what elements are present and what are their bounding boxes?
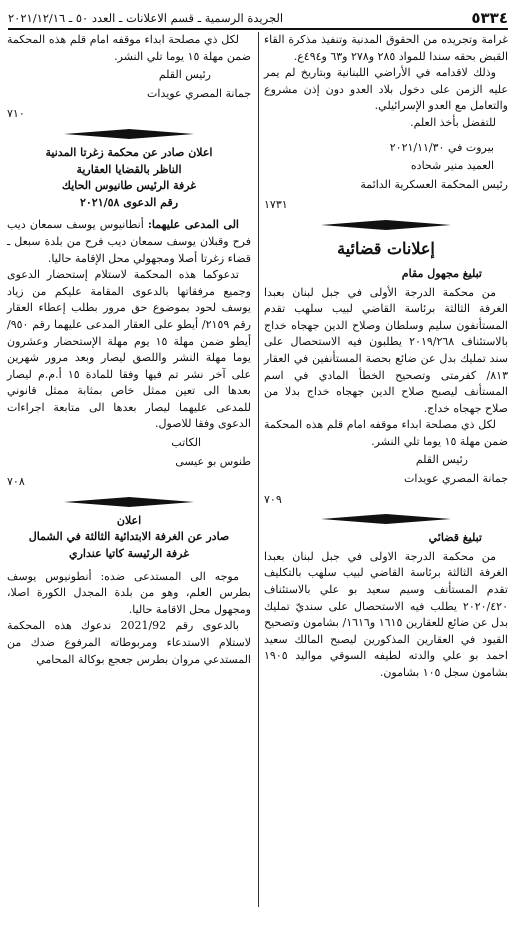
- signature-name: العميد منير شحاده: [410, 159, 494, 173]
- right-column: [264, 32, 508, 682]
- divider-ornament: [64, 129, 194, 139]
- notice-number: ٧٠٩: [264, 492, 282, 506]
- notice-number: ٧١٠: [7, 107, 25, 121]
- paragraph: لكل ذي مصلحة ابداء موقفه امام قلم هذه المحكمة ضمن مهلة ١٥ يوما تلي النشر.: [7, 33, 251, 63]
- signature-name: جمانة المصري عويدات: [404, 472, 508, 486]
- paragraph: [7, 217, 251, 267]
- addressee-label: الى المدعى عليهما:: [147, 218, 239, 232]
- divider-ornament: [321, 514, 451, 524]
- signature-role: الكاتب: [171, 436, 201, 450]
- notice-number: ٧٠٨: [7, 475, 25, 489]
- paragraph: من محكمة الدرجة الأولى في جبل لبنان بعبدا الغرفة الثالثة برئاسة القاضي لبيب سلهب تقدم المستأنفون سليم وسلطان وصلاح الدين جهجاه خداج بالاستئناف ٢٠١٩/٢٦٨ يطلبون فيه الاستحصال على سند تمليك بدل عن ضائع بحصة المستأنفين في العقار ٨١٣/ كفرمتى وتصحيح الخطأ المادي في اسم المستأنف ليصبح صلاح الدين جهجاه خداج بدلا من صلاح جهجاه خداج.: [264, 285, 508, 415]
- notice-title: غرفة الرئيس طانيوس الحايك: [61, 179, 197, 193]
- signature-role: رئيس المحكمة العسكرية الدائمة: [360, 177, 508, 191]
- case-number: رقم الدعوى ٢٠٢١/٥٨: [79, 195, 179, 209]
- notice-title: تبليغ مجهول مقام: [401, 266, 482, 280]
- paragraph: وذلك لاقدامه في الأراضي اللبنانية وبتاريخ لم يمر عليه الزمن على دخول بلاد العدو دون إذن مشروع والتعامل مع العدو الإسرائيلي.: [264, 66, 508, 113]
- signature-date: بيروت في ٢٠٢١/١١/٣٠: [389, 140, 494, 154]
- notice-title: اعلان: [116, 513, 142, 527]
- paragraph: للتفضل بأخذ العلم.: [410, 115, 496, 129]
- notice-title: غرفة الرئيسة كاتيا عنداري: [69, 547, 189, 561]
- signature-name: جمانة المصري عويدات: [147, 86, 251, 100]
- paragraph: لكل ذي مصلحة ابداء موقفه امام قلم هذه المحكمة ضمن مهلة ١٥ يوما تلي النشر.: [264, 418, 508, 448]
- notice-title: اعلان صادر عن محكمة زغرتا المدنية: [45, 145, 213, 159]
- paragraph: تدعوكما هذه المحكمة لاستلام إستحضار الدعوى وجميع مرفقاتها بالدعوى المقامة عليكم من زياد يوسف لحود بموضوع حق مرور بطلب إعطاء العقار رقم ٢١٥٩/ أيطو على العقار المدعى عليهما رقم ٩٥٠/ أيطو ضمن مهلة ١٥ يوم مهلة الإستحضار وعشرون يوما مهلة النشر واللصق ليصار وبعد مرور شهرين على آخر نشر تم فيها وفقا للمادة ١٥ أ.م.م ليصار بعدها الى تعين ممثل خاص بمثابة ممثل قانوني للمدعى عليهما ليصار بعدها الى متابعة اجراءات الدعوى وفقا للاصول.: [7, 268, 252, 431]
- column-divider-line: [258, 32, 259, 907]
- signature-name: طنوس بو عيسى: [175, 454, 251, 468]
- paragraph: من محكمة الدرجة الاولى في جبل لبنان بعبدا الغرفة الثالثة برئاسة القاضي لبيب سلهب بالتكليف تقدم المستأنف وسيم سعيد بو علي بالاستئناف ٢٠٢٠/٤٢٠ يطلب فيه الاستحصال على سنديّ تمليك بدل عن ضائع للعقارين ١٦١٥ و١٦١٦/ بشامون وتصحيح القيود في العقارين المذكورين ليصبح المالك سعيد احمد بو علي والدته لطيفه السوقي مواليد ١٩٠٥ بشامون سجل ١٠٥ بشامون.: [264, 549, 509, 679]
- paragraph: بالدعوى رقم 2021/92 ندعوك هذه المحكمة لاستلام الاستدعاء ومربوطاته المرفوع ضدك من المستدعي مروان بطرس جعجع بوكالة المحامي: [7, 619, 251, 666]
- notice-title: صادر عن الغرفة الابتدائية الثالثة في الشمال: [28, 530, 230, 544]
- paragraph: موجه الى المستدعى ضده: أنطونيوس يوسف بطرس العلم، وهو من بلدة المجدل الكورة اصلا، ومجهول محل الاقامة حاليا.: [7, 569, 251, 616]
- signature-role: رئيس القلم: [158, 68, 211, 82]
- page-number: ٥٣٣٤: [471, 9, 508, 27]
- addressee-text: أنطانيوس يوسف سمعان ديب فرح وقبلان يوسف سمعان ديب فرح من بلدة سبعل ـ قضاء زغرتا أصلا ومجهولي محل الإقامة حاليا.: [7, 218, 251, 265]
- notice-title: الناظر بالقضايا العقارية: [76, 162, 182, 176]
- notice-number: ١٧٣١: [264, 198, 288, 212]
- section-title: إعلانات قضائية: [337, 238, 435, 258]
- page-header: [8, 6, 508, 30]
- header-title: الجريدة الرسمية ـ قسم الاعلانات ـ العدد ٥٠ ـ ٢٠٢١/١٢/١٦: [8, 11, 284, 25]
- paragraph: غرامة وتجريده من الحقوق المدنية وتنفيذ مذكرة القاء القبض بحقه سندا للمواد ٢٨٥ و٢٧٨ و٦٣ و٤٩٤ع.: [264, 33, 508, 63]
- notice-title: تبليغ قضائي: [428, 531, 482, 545]
- divider-ornament: [64, 497, 194, 507]
- signature-role: رئيس القلم: [415, 453, 468, 467]
- left-column: [7, 32, 251, 668]
- divider-ornament: [321, 220, 451, 230]
